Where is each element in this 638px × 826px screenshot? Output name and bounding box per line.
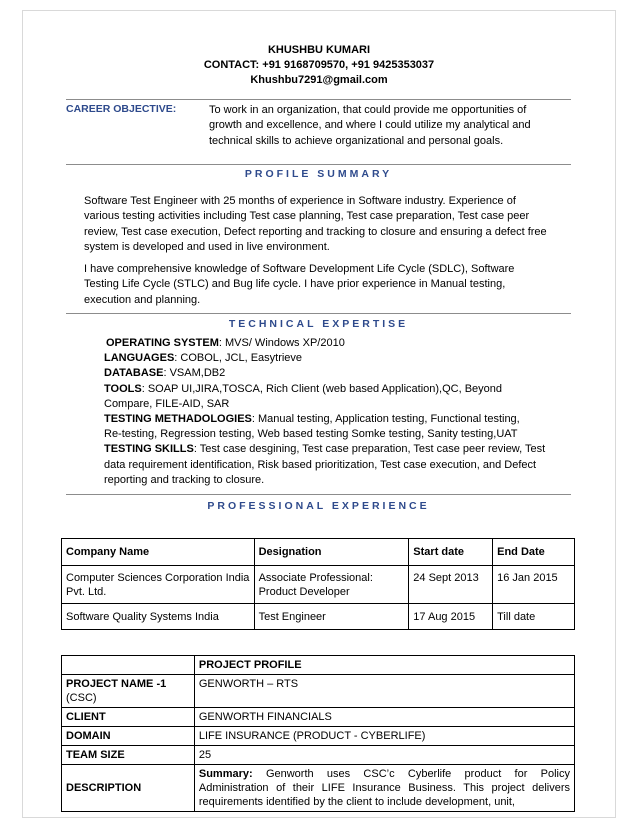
methodologies-label: TESTING METHADOLOGIES: [104, 413, 252, 426]
table-row: [62, 708, 575, 727]
skills-row: [104, 442, 574, 457]
divider: [66, 313, 571, 314]
project-name-label: PROJECT NAME -1: [66, 678, 167, 690]
os-label: OPERATING SYSTEM: [106, 337, 219, 349]
description-text: Genworth uses CSC’c Cyberlife product for Policy Administration of their LIFE Insurance Business. This project delivers requirements identified by the client to include development, unit,: [198, 768, 570, 808]
description-summary-label: Summary:: [198, 768, 253, 780]
description-value: [194, 765, 574, 812]
end-date-cell: 16 Jan 2015: [493, 566, 575, 604]
client-value: GENWORTH FINANCIALS: [194, 708, 574, 727]
professional-experience-heading: PROFESSIONAL EXPERIENCE: [207, 500, 430, 512]
divider: [66, 164, 571, 165]
client-label: CLIENT: [62, 708, 195, 727]
os-value: : MVS/ Windows XP/2010: [218, 337, 345, 349]
summary-line: various testing activities including Test case planning, Test case preparation, Test case peer: [84, 210, 530, 223]
contact-line: CONTACT: +91 9168709570, +91 9425353037: [203, 59, 435, 71]
email-line: Khushbu7291@gmail.com: [250, 74, 388, 86]
project-name-sub: (CSC): [66, 692, 97, 704]
methodologies-value: : Manual testing, Application testing, Functional testing,: [251, 413, 520, 426]
summary-paragraph-2: [84, 262, 570, 308]
domain-value: LIFE INSURANCE (PRODUCT - CYBERLIFE): [194, 727, 574, 746]
methodologies-row-cont: Re-testing, Regression testing, Web based testing Somke testing, Sanity testing,UAT: [104, 428, 518, 441]
company-cell: Computer Sciences Corporation India Pvt. Ltd.: [62, 566, 255, 604]
summary-line: system is developed and used in live environment.: [84, 240, 330, 253]
designation-cell: Associate Professional: Product Developer: [254, 566, 409, 604]
start-date-cell: 17 Aug 2015: [409, 604, 493, 630]
experience-table: [61, 538, 575, 630]
summary-line: execution and planning.: [84, 293, 201, 306]
languages-value: : COBOL, JCL, Easytrieve: [174, 352, 303, 365]
summary-line: Testing Life Cycle (STLC) and Bug life cycle. I have prior experience in Manual testing,: [84, 278, 506, 291]
project-name-value: GENWORTH – RTS: [194, 675, 574, 708]
domain-label: DOMAIN: [62, 727, 195, 746]
project-name-label-cell: [62, 675, 195, 708]
skills-row-cont: data requirement identification, Risk based prioritization, Test case execution, and Defect: [104, 458, 537, 471]
designation-cell: Test Engineer: [254, 604, 409, 630]
divider: [66, 99, 571, 100]
table-row: [62, 656, 575, 675]
tools-row-cont: Compare, FILE-AID, SAR: [104, 397, 230, 410]
empty-cell: [62, 656, 195, 675]
summary-paragraph-1: [84, 194, 570, 255]
team-size-label: TEAM SIZE: [62, 746, 195, 765]
column-header: Designation: [254, 539, 409, 566]
database-row: [104, 366, 574, 381]
technical-expertise-heading: TECHNICAL EXPERTISE: [228, 318, 409, 330]
table-header-row: [62, 539, 575, 566]
divider: [66, 494, 571, 495]
table-row: [62, 746, 575, 765]
career-objective-label: CAREER OBJECTIVE:: [66, 103, 177, 115]
table-row: [62, 566, 575, 604]
objective-line: To work in an organization, that could provide me opportunities of: [209, 104, 527, 116]
languages-label: LANGUAGES: [104, 352, 175, 365]
table-row: [62, 604, 575, 630]
methodologies-row: [104, 412, 574, 427]
description-label: DESCRIPTION: [62, 765, 195, 812]
project-profile-title: PROJECT PROFILE: [194, 656, 574, 675]
languages-row: [104, 351, 574, 366]
tools-value: : SOAP UI,JIRA,TOSCA, Rich Client (web based Application),QC, Beyond: [141, 382, 503, 395]
skills-value: : Test case desgining, Test case preparation, Test case peer review, Test: [193, 443, 546, 456]
database-value: : VSAM,DB2: [163, 367, 226, 380]
skills-label: TESTING SKILLS: [104, 443, 194, 456]
candidate-name: KHUSHBU KUMARI: [267, 44, 371, 56]
skills-row-cont: reporting and tracking to closure.: [104, 473, 265, 486]
technical-expertise-list: [104, 336, 574, 488]
team-size-value: 25: [194, 746, 574, 765]
objective-line: growth and excellence, and where I could utilize my analytical and: [209, 119, 531, 132]
database-label: DATABASE: [104, 367, 164, 380]
end-date-cell: Till date: [493, 604, 575, 630]
career-objective-text: [209, 103, 574, 149]
os-row: [106, 336, 574, 351]
table-row: [62, 675, 575, 708]
summary-line: Software Test Engineer with 25 months of experience in Software industry. Experience of: [84, 195, 516, 207]
objective-line: technical skills to achieve organizational and personal goals.: [209, 134, 504, 147]
table-row: [62, 765, 575, 812]
column-header: End Date: [493, 539, 575, 566]
column-header: Company Name: [62, 539, 255, 566]
tools-row: [104, 382, 574, 397]
tools-label: TOOLS: [104, 382, 142, 395]
start-date-cell: 24 Sept 2013: [409, 566, 493, 604]
company-cell: Software Quality Systems India: [62, 604, 255, 630]
table-row: [62, 727, 575, 746]
profile-summary-heading: PROFILE SUMMARY: [244, 168, 393, 180]
summary-line: review, Test case execution, Defect reporting and tracking to closure and ensuring a defect free: [84, 225, 547, 238]
project-profile-table: [61, 655, 575, 812]
summary-line: I have comprehensive knowledge of Software Development Life Cycle (SDLC), Software: [84, 263, 515, 275]
column-header: Start date: [409, 539, 493, 566]
